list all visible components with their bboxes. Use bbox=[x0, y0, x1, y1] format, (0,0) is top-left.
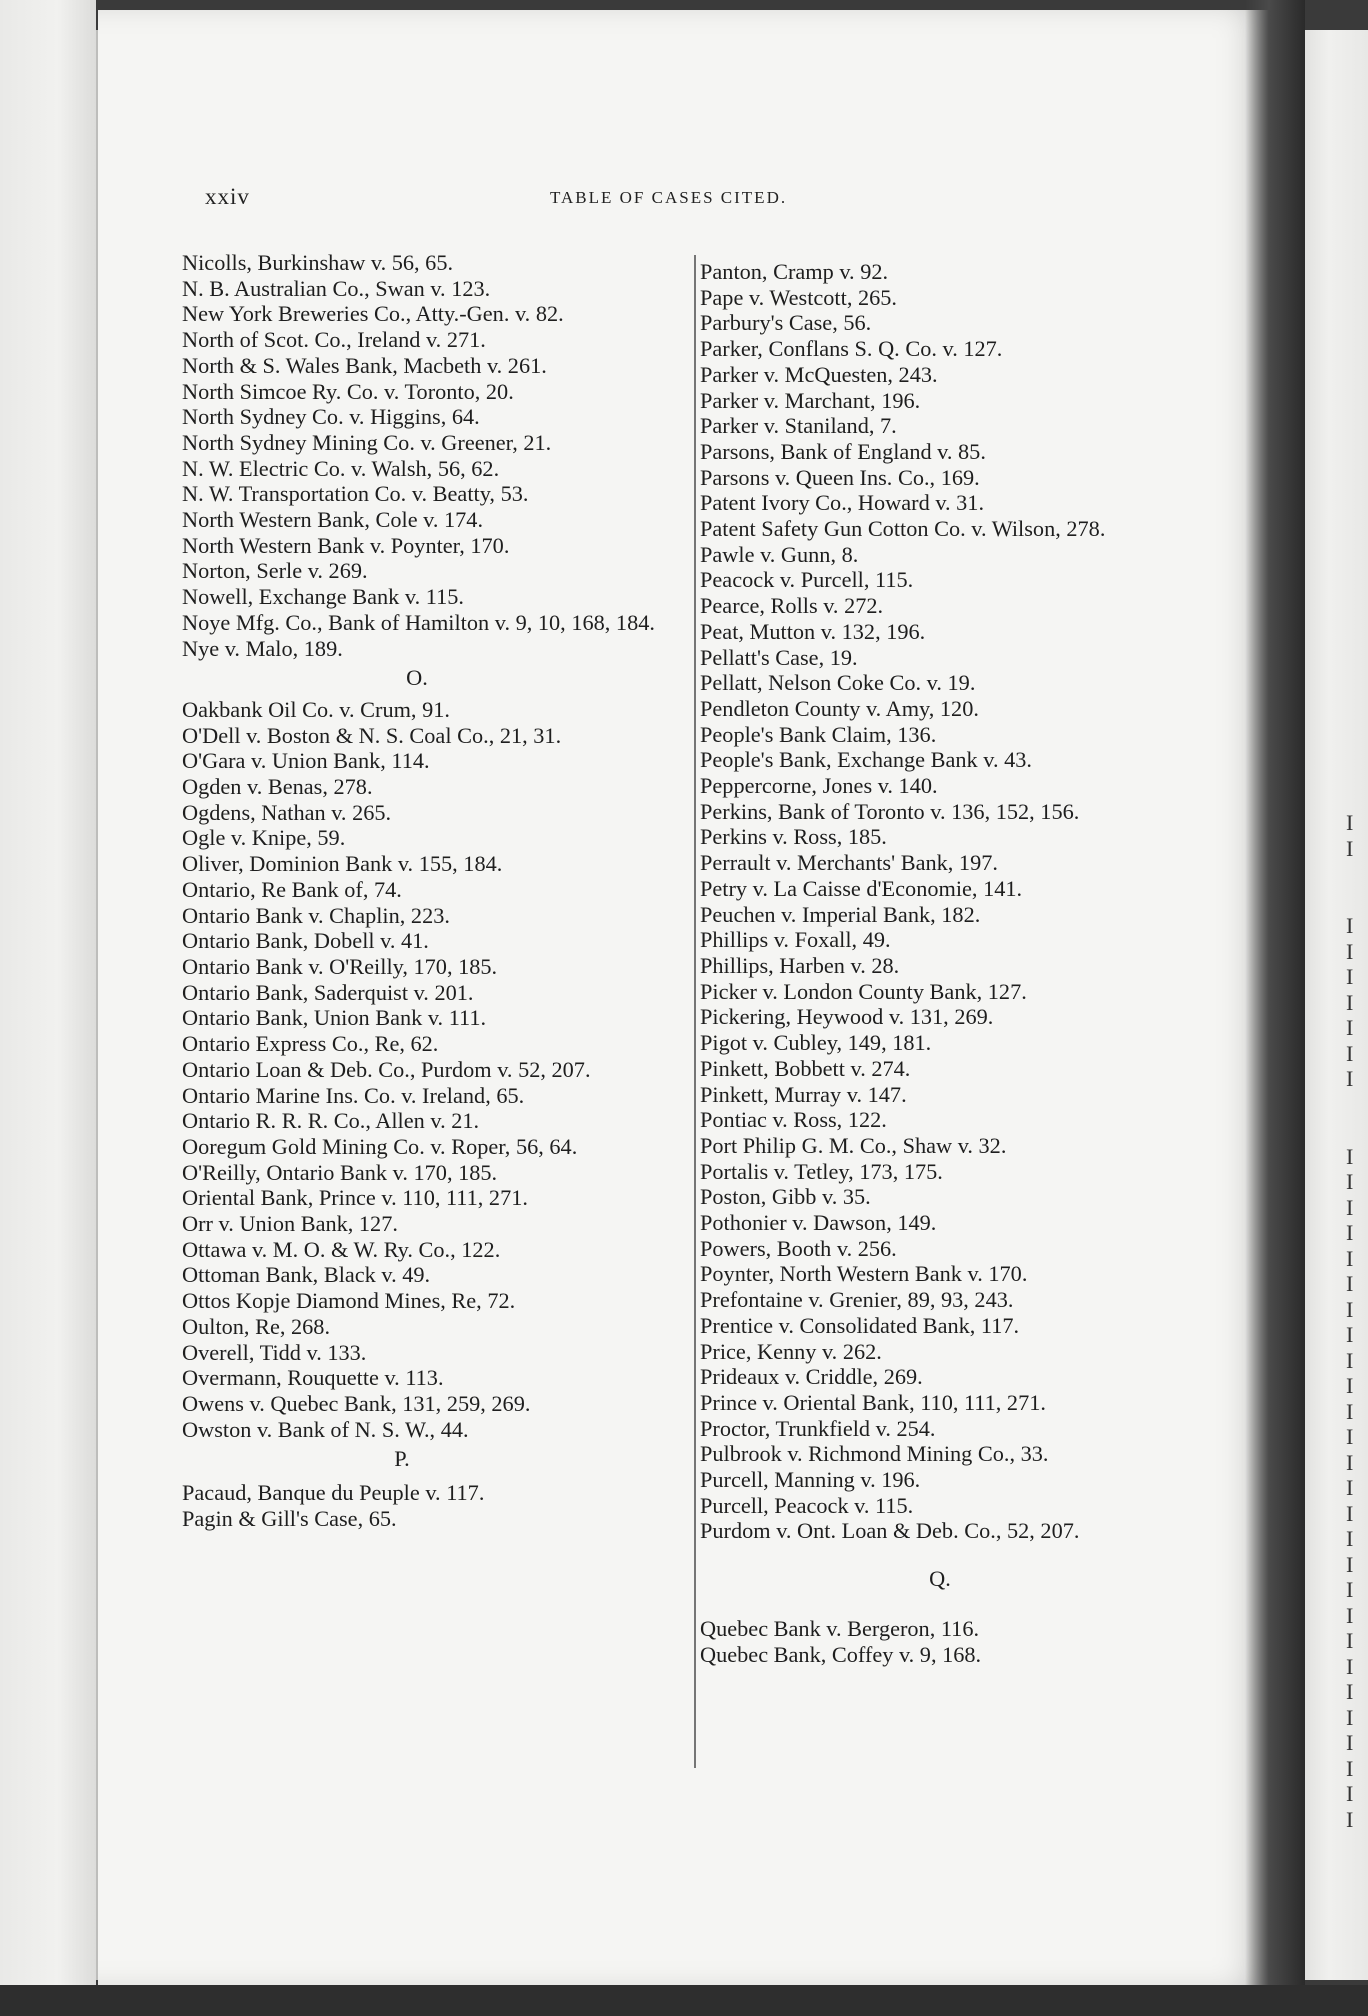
case-entry: Phillips, Harben v. 28. bbox=[700, 952, 900, 978]
case-entry: People's Bank, Exchange Bank v. 43. bbox=[700, 747, 1033, 773]
case-entry: N. W. Transportation Co. v. Beatty, 53. bbox=[182, 481, 529, 507]
case-entry: Perkins, Bank of Toronto v. 136, 152, 156. bbox=[700, 798, 1080, 824]
right-column bbox=[700, 259, 1200, 1667]
case-entry: Purcell, Peacock v. 115. bbox=[700, 1492, 914, 1518]
entries-o-section bbox=[182, 697, 682, 1442]
case-entry: Pape v. Westcott, 265. bbox=[700, 284, 897, 310]
case-entry: Powers, Booth v. 256. bbox=[700, 1235, 897, 1261]
case-entry: Peuchen v. Imperial Bank, 182. bbox=[700, 901, 981, 927]
case-entry: North Sydney Co. v. Higgins, 64. bbox=[182, 404, 480, 430]
case-entry: Ottos Kopje Diamond Mines, Re, 72. bbox=[182, 1288, 516, 1314]
case-entry: N. B. Australian Co., Swan v. 123. bbox=[182, 275, 491, 301]
case-entry: North Western Bank, Cole v. 174. bbox=[182, 507, 484, 533]
case-entry: Nicolls, Burkinshaw v. 56, 65. bbox=[182, 250, 454, 275]
case-entry: Ontario Bank v. O'Reilly, 170, 185. bbox=[182, 953, 498, 979]
case-entry: Purdom v. Ont. Loan & Deb. Co., 52, 207. bbox=[700, 1518, 1080, 1544]
case-entry: Quebec Bank, Coffey v. 9, 168. bbox=[700, 1641, 982, 1667]
case-entry: Noye Mfg. Co., Bank of Hamilton v. 9, 10, 168, 184. bbox=[182, 609, 655, 635]
case-entry: N. W. Electric Co. v. Walsh, 56, 62. bbox=[182, 455, 500, 481]
case-entry: North Western Bank v. Poynter, 170. bbox=[182, 532, 510, 558]
case-entry: Pulbrook v. Richmond Mining Co., 33. bbox=[700, 1441, 1049, 1467]
case-entry: Prentice v. Consolidated Bank, 117. bbox=[700, 1312, 1020, 1338]
case-entry: Ontario Bank v. Chaplin, 223. bbox=[182, 902, 450, 928]
case-entry: Ontario R. R. R. Co., Allen v. 21. bbox=[182, 1108, 480, 1134]
case-entry: Parker v. McQuesten, 243. bbox=[700, 361, 938, 387]
case-entry: Quebec Bank v. Bergeron, 116. bbox=[700, 1615, 980, 1641]
section-letter-o: O. bbox=[406, 665, 428, 691]
case-entry: Pacaud, Banque du Peuple v. 117. bbox=[182, 1480, 485, 1506]
case-entry: Nowell, Exchange Bank v. 115. bbox=[182, 584, 464, 610]
case-entry: Prefontaine v. Grenier, 89, 93, 243. bbox=[700, 1287, 1014, 1313]
case-entry: Oliver, Dominion Bank v. 155, 184. bbox=[182, 851, 503, 877]
case-entry: Ogden v. Benas, 278. bbox=[182, 774, 373, 800]
case-entry: Parsons v. Queen Ins. Co., 169. bbox=[700, 464, 980, 490]
case-entry: Ottawa v. M. O. & W. Ry. Co., 122. bbox=[182, 1236, 501, 1262]
case-entry: O'Dell v. Boston & N. S. Coal Co., 21, 31. bbox=[182, 722, 562, 748]
case-entry: Oriental Bank, Prince v. 110, 111, 271. bbox=[182, 1185, 528, 1211]
case-entry: Prince v. Oriental Bank, 110, 111, 271. bbox=[700, 1389, 1046, 1415]
case-entry: Pawle v. Gunn, 8. bbox=[700, 541, 859, 567]
case-entry: Panton, Cramp v. 92. bbox=[700, 259, 889, 284]
case-entry: North of Scot. Co., Ireland v. 271. bbox=[182, 327, 486, 353]
case-entry: Port Philip G. M. Co., Shaw v. 32. bbox=[700, 1132, 1007, 1158]
case-entry: Peppercorne, Jones v. 140. bbox=[700, 773, 938, 799]
case-entry: Orr v. Union Bank, 127. bbox=[182, 1211, 398, 1237]
page-title: TABLE OF CASES CITED. bbox=[550, 188, 788, 207]
case-entry: Ottoman Bank, Black v. 49. bbox=[182, 1262, 431, 1288]
section-letter-q: Q. bbox=[929, 1566, 951, 1592]
case-entry: Pellatt's Case, 19. bbox=[700, 644, 858, 670]
case-entry: North & S. Wales Bank, Macbeth v. 261. bbox=[182, 352, 547, 378]
case-entry: Nye v. Malo, 189. bbox=[182, 635, 343, 661]
case-entry: Poynter, North Western Bank v. 170. bbox=[700, 1261, 1028, 1287]
left-column bbox=[182, 250, 682, 1531]
case-entry: Petry v. La Caisse d'Economie, 141. bbox=[700, 875, 1023, 901]
case-entry: Ontario Marine Ins. Co. v. Ireland, 65. bbox=[182, 1082, 525, 1108]
case-entry: Pothonier v. Dawson, 149. bbox=[700, 1210, 937, 1236]
page-number: xxiv bbox=[205, 184, 250, 209]
case-entry: Ontario Bank, Saderquist v. 201. bbox=[182, 979, 474, 1005]
entries-q-section bbox=[700, 1616, 1200, 1667]
case-entry: Purcell, Manning v. 196. bbox=[700, 1467, 921, 1493]
case-entry: Parsons, Bank of England v. 85. bbox=[700, 438, 986, 464]
entries-p-section bbox=[182, 1480, 682, 1531]
case-entry: New York Breweries Co., Atty.-Gen. v. 82. bbox=[182, 301, 564, 327]
entries-n-section bbox=[182, 250, 682, 661]
case-entry: Price, Kenny v. 262. bbox=[700, 1338, 882, 1364]
case-entry: Owens v. Quebec Bank, 131, 259, 269. bbox=[182, 1390, 531, 1416]
case-entry: Ogle v. Knipe, 59. bbox=[182, 825, 346, 851]
case-entry: Overmann, Rouquette v. 113. bbox=[182, 1365, 444, 1391]
case-entry: Pendleton County v. Amy, 120. bbox=[700, 695, 979, 721]
case-entry: People's Bank Claim, 136. bbox=[700, 721, 937, 747]
case-entry: Pickering, Heywood v. 131, 269. bbox=[700, 1004, 994, 1030]
case-entry: Pontiac v. Ross, 122. bbox=[700, 1107, 887, 1133]
case-entry: North Sydney Mining Co. v. Greener, 21. bbox=[182, 429, 552, 455]
case-entry: Pinkett, Murray v. 147. bbox=[700, 1081, 907, 1107]
scan-bottom-border bbox=[0, 1985, 1368, 2016]
case-entry: North Simcoe Ry. Co. v. Toronto, 20. bbox=[182, 378, 514, 404]
case-entry: Pinkett, Bobbett v. 274. bbox=[700, 1055, 911, 1081]
running-head bbox=[205, 184, 1245, 224]
case-entry: Ontario Bank, Union Bank v. 111. bbox=[182, 1005, 487, 1031]
case-entry: O'Reilly, Ontario Bank v. 170, 185. bbox=[182, 1159, 498, 1185]
case-entry: Pagin & Gill's Case, 65. bbox=[182, 1505, 397, 1531]
case-entry: Ontario Loan & Deb. Co., Purdom v. 52, 207. bbox=[182, 1056, 591, 1082]
case-entry: Parker v. Staniland, 7. bbox=[700, 413, 897, 439]
entries-p-continued-section bbox=[700, 259, 1200, 1544]
case-entry: Patent Ivory Co., Howard v. 31. bbox=[700, 490, 985, 516]
case-entry: Phillips v. Foxall, 49. bbox=[700, 927, 891, 953]
case-entry: Peat, Mutton v. 132, 196. bbox=[700, 618, 926, 644]
case-entry: Parbury's Case, 56. bbox=[700, 310, 872, 336]
case-entry: Ontario Express Co., Re, 62. bbox=[182, 1031, 439, 1057]
case-entry: Patent Safety Gun Cotton Co. v. Wilson, 278. bbox=[700, 516, 1106, 542]
case-entry: Parker, Conflans S. Q. Co. v. 127. bbox=[700, 336, 1003, 362]
case-entry: Parker v. Marchant, 196. bbox=[700, 387, 921, 413]
case-entry: Peacock v. Purcell, 115. bbox=[700, 567, 914, 593]
case-entry: Oulton, Re, 268. bbox=[182, 1313, 331, 1339]
section-letter-p: P. bbox=[394, 1446, 410, 1472]
case-entry: Ontario Bank, Dobell v. 41. bbox=[182, 928, 429, 954]
case-entry: Overell, Tidd v. 133. bbox=[182, 1339, 367, 1365]
case-entry: Prideaux v. Criddle, 269. bbox=[700, 1364, 923, 1390]
case-entry: Ogdens, Nathan v. 265. bbox=[182, 799, 392, 825]
case-entry: Oakbank Oil Co. v. Crum, 91. bbox=[182, 696, 450, 722]
column-divider bbox=[694, 255, 696, 1768]
page-curl-shadow bbox=[1245, 0, 1305, 2016]
case-entry: Pearce, Rolls v. 272. bbox=[700, 593, 884, 619]
case-entry: Picker v. London County Bank, 127. bbox=[700, 978, 1027, 1004]
case-entry: Norton, Serle v. 269. bbox=[182, 558, 368, 584]
case-entry: Owston v. Bank of N. S. W., 44. bbox=[182, 1416, 469, 1442]
case-entry: Portalis v. Tetley, 173, 175. bbox=[700, 1158, 943, 1184]
next-page-margin-letters: I I I I I I I I I I I I I I I I I I I I I I I I I I I I I I I I I I I I bbox=[1346, 810, 1354, 1832]
case-entry: Pigot v. Cubley, 149, 181. bbox=[700, 1030, 932, 1056]
case-entry: Poston, Gibb v. 35. bbox=[700, 1184, 871, 1210]
left-page-edge bbox=[0, 0, 96, 2016]
case-entry: Pellatt, Nelson Coke Co. v. 19. bbox=[700, 670, 976, 696]
case-entry: Perkins v. Ross, 185. bbox=[700, 824, 887, 850]
case-entry: O'Gara v. Union Bank, 114. bbox=[182, 748, 430, 774]
case-entry: Proctor, Trunkfield v. 254. bbox=[700, 1415, 936, 1441]
case-entry: Perrault v. Merchants' Bank, 197. bbox=[700, 850, 998, 876]
case-entry: Ooregum Gold Mining Co. v. Roper, 56, 64. bbox=[182, 1133, 578, 1159]
case-entry: Ontario, Re Bank of, 74. bbox=[182, 876, 402, 902]
